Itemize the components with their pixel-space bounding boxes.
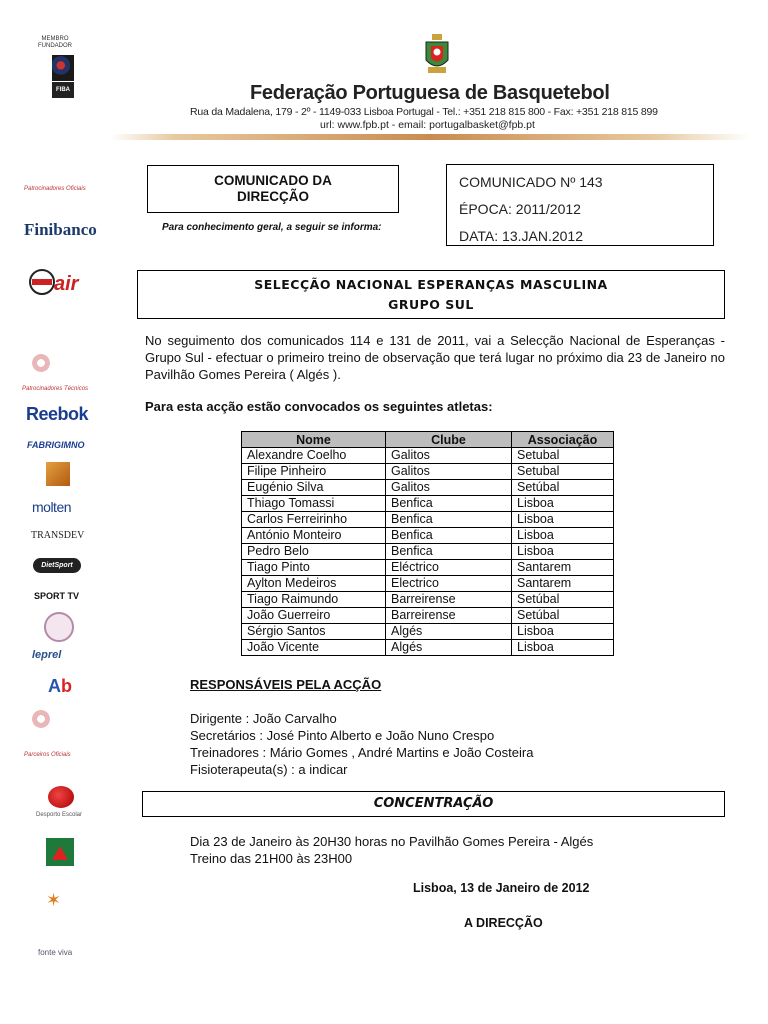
cell-associacao: Lisboa — [512, 624, 614, 640]
selecao-title-box — [137, 270, 725, 319]
federation-name: Federação Portuguesa de Basquetebol — [250, 82, 610, 104]
cell-clube: Galitos — [386, 448, 512, 464]
cell-associacao: Lisboa — [512, 640, 614, 656]
fonte-viva-logo: fonte viva — [38, 948, 73, 957]
table-row — [242, 624, 614, 640]
cell-nome: Pedro Belo — [242, 544, 386, 560]
selecao-title-line2: GRUPO SUL — [388, 297, 474, 312]
dietsport-logo: DietSport — [33, 558, 81, 573]
para-conhecimento-text: Para conhecimento geral, a seguir se informa: — [162, 222, 382, 233]
patrocinadores-oficiais-label: Patrocinadores Oficiais — [24, 186, 86, 192]
table-row — [242, 512, 614, 528]
cell-associacao: Setubal — [512, 448, 614, 464]
cell-associacao: Santarem — [512, 560, 614, 576]
cell-nome: Thiago Tomassi — [242, 496, 386, 512]
intro-paragraph: No seguimento dos comunicados 114 e 131 de 2011, vai a Selecção Nacional de Esperanças - Grupo Sul - efectuar o primeiro treino de observação que terá lugar no próximo dia 23 de Janeiro no Pavilhão Gomes Pereira ( Algés ). — [145, 333, 725, 382]
column-header-associacao: Associação — [512, 432, 614, 448]
comunicado-data: DATA: 13.JAN.2012 — [459, 228, 583, 244]
bird-logo-icon: ✶ — [46, 890, 62, 910]
cell-nome: Aylton Medeiros — [242, 576, 386, 592]
cell-nome: Sérgio Santos — [242, 624, 386, 640]
cell-associacao: Lisboa — [512, 544, 614, 560]
desporto-escolar-icon — [48, 786, 74, 808]
comunicado-title-line2: DIRECÇÃO — [236, 189, 309, 204]
molten-logo: molten — [32, 499, 72, 515]
athletes-table — [241, 431, 614, 656]
table-row — [242, 544, 614, 560]
fiba-globe-logo — [52, 55, 74, 81]
desporto-escolar-label: Desporto Escolar — [36, 812, 83, 818]
column-header-clube: Clube — [386, 432, 512, 448]
cell-nome: Tiago Pinto — [242, 560, 386, 576]
table-row — [242, 560, 614, 576]
cell-clube: Benfica — [386, 544, 512, 560]
cell-clube: Benfica — [386, 512, 512, 528]
table-row — [242, 448, 614, 464]
seal-icon — [44, 612, 74, 642]
cell-associacao: Lisboa — [512, 512, 614, 528]
cell-clube: Barreirense — [386, 608, 512, 624]
fiba-logo: FIBA — [52, 82, 74, 98]
responsavel-fisioterapeuta: Fisioterapeuta(s) : a indicar — [190, 762, 348, 777]
comunicado-title-line1: COMUNICADO DA — [214, 173, 332, 188]
cell-associacao: Setúbal — [512, 608, 614, 624]
table-row — [242, 464, 614, 480]
comunicado-title-box — [147, 165, 399, 213]
cell-clube: Galitos — [386, 464, 512, 480]
cell-associacao: Setúbal — [512, 480, 614, 496]
sponsor-divider-icon — [32, 710, 50, 728]
cell-clube: Electrico — [386, 576, 512, 592]
ab-logo-icon: Ab — [48, 676, 72, 696]
sporttv-logo: SPORT TV — [34, 591, 80, 601]
table-row — [242, 576, 614, 592]
concentracao-box: CONCENTRAÇÃO — [142, 791, 725, 817]
concentracao-line1: Dia 23 de Janeiro às 20H30 horas no Pavilhão Gomes Pereira - Algés — [190, 834, 594, 849]
sponsor-k-icon — [46, 462, 70, 486]
compal-air-logo — [28, 268, 98, 296]
cell-nome: Filipe Pinheiro — [242, 464, 386, 480]
responsaveis-heading: RESPONSÁVEIS PELA ACÇÃO — [190, 677, 382, 692]
cell-clube: Benfica — [386, 528, 512, 544]
triangle-inner-icon — [52, 846, 68, 860]
signature-direccao: A DIRECÇÃO — [464, 916, 543, 930]
svg-text:air: air — [54, 273, 79, 295]
table-row — [242, 528, 614, 544]
patrocinadores-tecnicos-label: Patrocinadores Técnicos — [22, 386, 89, 392]
cell-nome: António Monteiro — [242, 528, 386, 544]
cell-nome: Tiago Raimundo — [242, 592, 386, 608]
reebok-logo: Reebok — [26, 404, 89, 424]
cell-associacao: Setubal — [512, 464, 614, 480]
cell-associacao: Lisboa — [512, 528, 614, 544]
cell-clube: Algés — [386, 640, 512, 656]
comunicado-epoca: ÉPOCA: 2011/2012 — [459, 201, 581, 217]
parceiros-oficiais-label: Parceiros Oficiais — [24, 752, 71, 758]
cell-clube: Galitos — [386, 480, 512, 496]
transdev-logo: TRANSDEV — [31, 530, 85, 541]
header-divider — [110, 134, 750, 140]
cell-clube: Algés — [386, 624, 512, 640]
finibanco-logo: Finibanco — [24, 220, 97, 239]
table-row — [242, 480, 614, 496]
selecao-title-line1: SELECÇÃO NACIONAL ESPERANÇAS MASCULINA — [254, 277, 608, 292]
cell-associacao: Santarem — [512, 576, 614, 592]
cell-nome: João Guerreiro — [242, 608, 386, 624]
cell-associacao: Setúbal — [512, 592, 614, 608]
fabrigimno-logo: FABRIGIMNO — [27, 440, 85, 450]
table-row — [242, 592, 614, 608]
comunicado-info-box — [446, 164, 714, 246]
cell-nome: Carlos Ferreirinho — [242, 512, 386, 528]
leprel-logo: leprel — [32, 649, 62, 661]
convocados-heading: Para esta acção estão convocados os seguintes atletas: — [145, 399, 493, 414]
table-row — [242, 496, 614, 512]
table-row — [242, 608, 614, 624]
federation-address: Rua da Madalena, 179 - 2º - 1149-033 Lisboa Portugal - Tel.: +351 218 815 800 - Fax: +351 218 815 899 — [190, 106, 658, 118]
responsavel-treinadores: Treinadores : Mário Gomes , André Martins e João Costeira — [190, 745, 534, 760]
sponsor-divider-icon — [32, 354, 50, 372]
responsavel-dirigente: Dirigente : João Carvalho — [190, 711, 337, 726]
cell-nome: Eugénio Silva — [242, 480, 386, 496]
federation-crest-icon — [422, 34, 452, 76]
place-date: Lisboa, 13 de Janeiro de 2012 — [413, 881, 590, 895]
federation-url: url: www.fpb.pt - email: portugalbasket@fpb.pt — [320, 119, 535, 131]
concentracao-line2: Treino das 21H00 às 23H00 — [190, 851, 353, 866]
column-header-nome: Nome — [242, 432, 386, 448]
comunicado-numero: COMUNICADO Nº 143 — [459, 174, 603, 190]
membro-fundador-label: MEMBRO FUNDADOR — [38, 36, 72, 49]
cell-clube: Eléctrico — [386, 560, 512, 576]
concentracao-details — [190, 833, 593, 867]
cell-clube: Barreirense — [386, 592, 512, 608]
table-row — [242, 640, 614, 656]
responsaveis-list — [190, 710, 533, 778]
cell-nome: João Vicente — [242, 640, 386, 656]
responsavel-secretarios: Secretários : José Pinto Alberto e João Nuno Crespo — [190, 728, 495, 743]
cell-clube: Benfica — [386, 496, 512, 512]
cell-associacao: Lisboa — [512, 496, 614, 512]
table-header-row — [242, 432, 614, 448]
cell-nome: Alexandre Coelho — [242, 448, 386, 464]
